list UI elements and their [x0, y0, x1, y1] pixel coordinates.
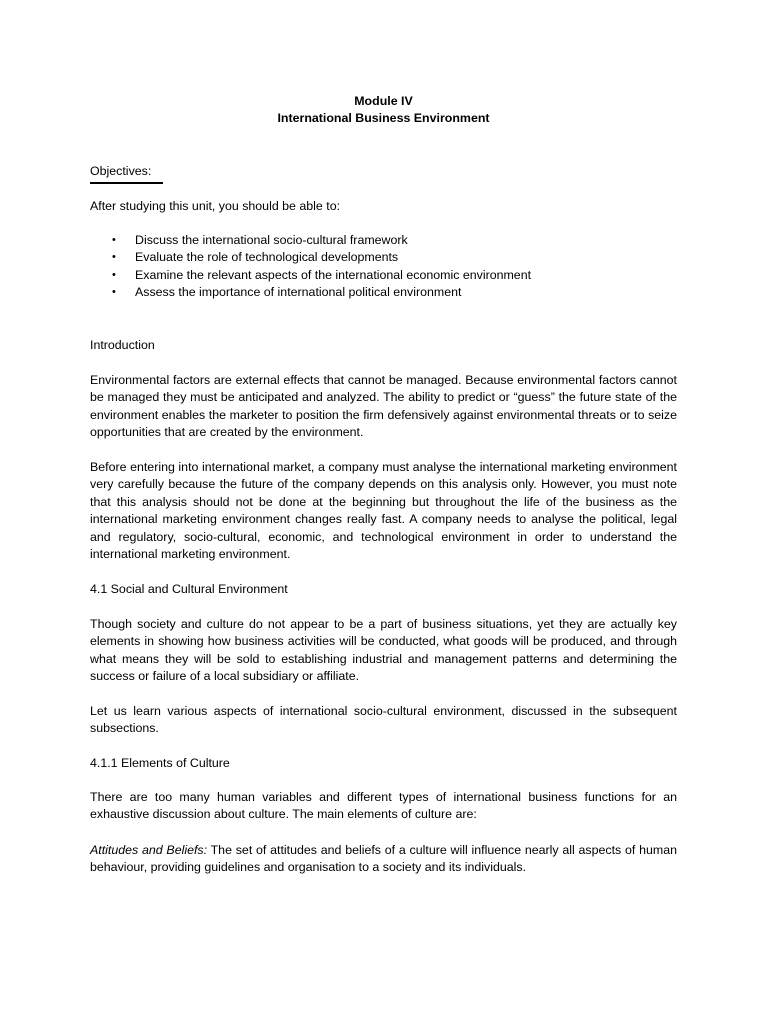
bullet-icon: •: [112, 286, 116, 299]
introduction-paragraph-2: Before entering into international market, a company must analyse the international marketing environment very carefully because the future of the company depends on this analysis only. However, you must note that this analysis should not be done at the beginning but throughout the life of the business as the international marketing environment changes really fast. A company needs to analyse the political, legal and regulatory, socio-cultural, economic, and technological environment in order to understand the international marketing environment.: [90, 460, 677, 562]
document-title: International Business Environment: [277, 111, 490, 126]
list-item: [90, 249, 531, 266]
objectives-intro: After studying this unit, you should be able to:: [90, 199, 341, 213]
list-item: [90, 267, 531, 284]
list-item-text: Examine the relevant aspects of the international economic environment: [135, 267, 532, 282]
attitudes-text: The set of attitudes and beliefs of a culture will influence nearly all aspects of human behaviour, providing guidelines and organisation to a society and its individuals.: [90, 843, 677, 875]
module-title: Module IV: [354, 94, 413, 108]
section-4-1-heading: 4.1 Social and Cultural Environment: [90, 582, 288, 596]
bullet-icon: •: [112, 251, 116, 264]
attitudes-term: Attitudes and Beliefs:: [90, 843, 208, 857]
list-item: [90, 284, 531, 301]
list-item-text: Evaluate the role of technological developments: [135, 250, 399, 265]
title-block: [90, 93, 677, 128]
section-4-1-1-paragraph: There are too many human variables and different types of international business functions for an exhaustive discussion about culture. The main elements of culture are:: [90, 790, 677, 822]
document-page: [90, 0, 677, 1024]
section-4-1-1-heading: 4.1.1 Elements of Culture: [90, 756, 230, 770]
objectives-list: [90, 232, 531, 302]
introduction-heading: Introduction: [90, 338, 155, 352]
bullet-icon: •: [112, 234, 116, 246]
introduction-paragraph-1: Environmental factors are external effects that cannot be managed. Because environmental factors cannot be managed they must be anticipated and analyzed. The ability to predict or “guess” the future state of the environment enables the marketer to position the firm defensively against environmental threats or to seize opportunities that are created by the environment.: [90, 373, 677, 440]
objectives-heading: Objectives:: [90, 163, 163, 184]
list-item-text: Discuss the international socio-cultural framework: [135, 233, 408, 247]
section-4-1-paragraph-2: Let us learn various aspects of international socio-cultural environment, discussed in the subsequent subsections.: [90, 704, 677, 736]
list-item: [90, 232, 531, 249]
list-item-text: Assess the importance of international political environment: [135, 285, 462, 300]
section-4-1-paragraph-1: Though society and culture do not appear to be a part of business situations, yet they are actually key elements in showing how business activities will be conducted, what goods will be produced, and through what means they will be sold to establishing industrial and management patterns and determining the success or failure of a local subsidiary or affiliate.: [90, 617, 677, 684]
attitudes-paragraph: [90, 842, 677, 877]
bullet-icon: •: [112, 268, 116, 281]
